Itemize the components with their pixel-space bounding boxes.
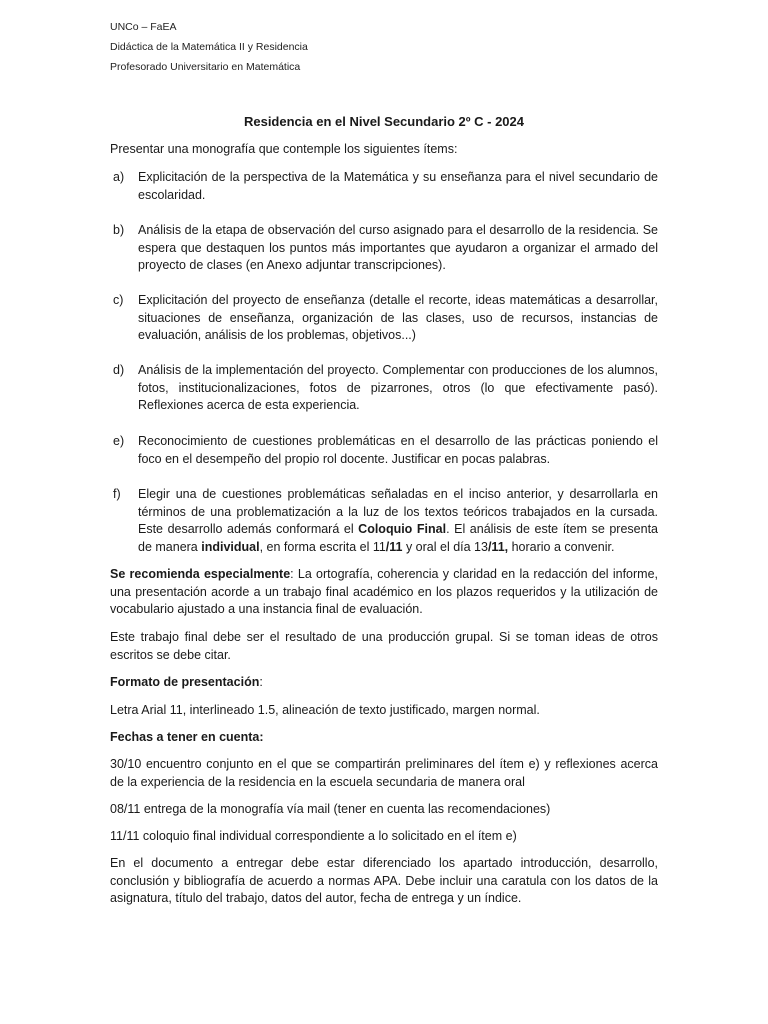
header-institution: UNCo – FaEA bbox=[110, 21, 177, 33]
list-marker: d) bbox=[113, 363, 125, 377]
individual-emphasis: individual bbox=[201, 539, 260, 554]
list-item-text: Análisis de la implementación del proyecto. Complementar con producciones de los alumnos, fotos, institucionalizaciones, fotos de pizarrones, otros (lo que efectivamente pasó). Reflexiones acerca de esta experiencia. bbox=[138, 363, 658, 412]
list-marker: b) bbox=[113, 223, 125, 237]
date-item: 11/11 coloquio final individual correspondiente a lo solicitado en el ítem e) bbox=[110, 829, 517, 843]
recommendation-label: Se recomienda especialmente bbox=[110, 567, 291, 581]
format-heading: Formato de presentación: bbox=[110, 675, 263, 689]
list-item-text: Reconocimiento de cuestiones problemáticas en el desarrollo de las prácticas poniendo el foco en el desempeño del propio rol docente. Justificar en pocas palabras. bbox=[138, 434, 658, 466]
list-marker: a) bbox=[113, 170, 125, 184]
list-item-text: Explicitación del proyecto de enseñanza (detalle el recorte, ideas matemáticas a desarrollar, situaciones de enseñanza, organización de las clases, uso de recursos, instancias de evaluación, análisis de los problemas, objetivos...) bbox=[138, 293, 658, 342]
list-item-text: Explicitación de la perspectiva de la Matemática y su enseñanza para el nivel secundario de escolaridad. bbox=[138, 170, 658, 202]
intro-paragraph: Presentar una monografía que contemple los siguientes ítems: bbox=[110, 142, 458, 156]
list-item-e bbox=[110, 433, 658, 468]
list-item-text: Elegir una de cuestiones problemáticas señaladas en el inciso anterior, y desarrollarla en términos de una problematización a la luz de los textos teóricos trabajados en la cursada. Este desarrollo además conformará el Coloquio Final. El análisis de este ítem se presenta de manera individual, en forma escrita el 11/11 y oral el día 13/11, horario a convenir. bbox=[138, 487, 658, 554]
document-title: Residencia en el Nivel Secundario 2º C - 2024 bbox=[243, 114, 525, 129]
date-item: 30/10 encuentro conjunto en el que se compartirán preliminares del ítem e) y reflexiones acerca de la experiencia de la residencia en la escuela secundaria de manera oral bbox=[110, 757, 658, 789]
closing-paragraph: En el documento a entregar debe estar diferenciado los apartado introducción, desarrollo, conclusión y bibliografía de acuerdo a normas APA. Debe incluir una caratula con los datos de la asignatura, título del trabajo, datos del autor, fecha de entrega y un índice. bbox=[110, 856, 658, 905]
list-marker: e) bbox=[113, 434, 125, 448]
list-item-f bbox=[110, 486, 658, 556]
list-item-d bbox=[110, 362, 658, 415]
list-item-c bbox=[110, 292, 658, 345]
coloquio-final-emphasis: Coloquio Final bbox=[358, 522, 447, 536]
list-marker: f) bbox=[113, 487, 121, 501]
list-item-a bbox=[110, 169, 658, 204]
header-program: Profesorado Universitario en Matemática bbox=[110, 61, 301, 73]
format-paragraph: Letra Arial 11, interlineado 1.5, alineación de texto justificado, margen normal. bbox=[110, 703, 540, 717]
group-work-paragraph: Este trabajo final debe ser el resultado de una producción grupal. Si se toman ideas de otros escritos se debe citar. bbox=[110, 630, 658, 662]
dates-heading: Fechas a tener en cuenta: bbox=[110, 730, 264, 744]
date-item: 08/11 entrega de la monografía vía mail (tener en cuenta las recomendaciones) bbox=[110, 802, 551, 816]
header-course: Didáctica de la Matemática II y Residencia bbox=[110, 41, 308, 53]
list-marker: c) bbox=[113, 293, 124, 307]
list-item-b bbox=[110, 222, 658, 275]
recommendation-paragraph: Se recomienda especialmente: La ortografía, coherencia y claridad en la redacción del informe, una presentación acorde a un trabajo final académico en los plazos requeridos y la utilización de vocabulario ajustado a una instancia final de evaluación. bbox=[110, 567, 658, 616]
list-item-text: Análisis de la etapa de observación del curso asignado para el desarrollo de la residencia. Se espera que destaquen los puntos más importantes que ayudaron a organizar el armado del proyecto de clases (en Anexo adjuntar transcripciones). bbox=[138, 223, 658, 272]
